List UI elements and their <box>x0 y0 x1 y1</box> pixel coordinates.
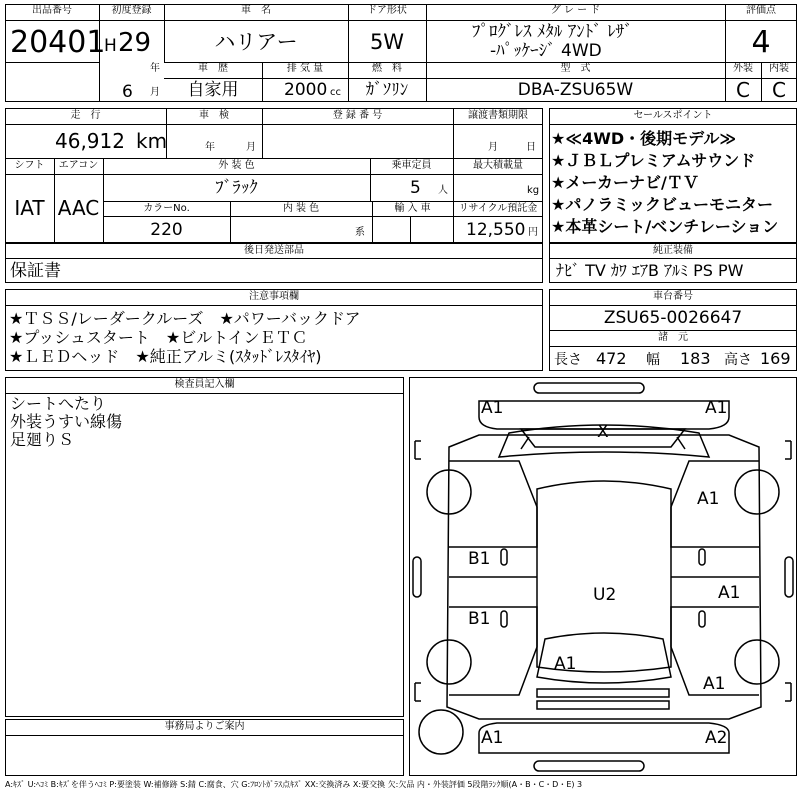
recycle-label: リサイクル預託金 <box>458 203 538 214</box>
office-label: 事務局よりご案内 <box>164 721 245 732</box>
intcolor-unit: 系 <box>355 227 365 238</box>
transfer-day-unit: 日 <box>526 142 536 153</box>
sales-point-2: ★ＪＢＬプレミアムサウンド <box>551 151 756 170</box>
sales-point-1: ★≪4WD・後期モデル≫ <box>551 129 737 148</box>
later-parts-label: 後日発送部品 <box>244 245 304 256</box>
displacement: 2000 <box>284 80 328 100</box>
aircon: AAC <box>57 196 100 220</box>
color-label: 外 装 色 <box>218 160 255 171</box>
sales-points-label: セールスポイント <box>633 110 713 121</box>
mark-roof: U2 <box>593 585 617 605</box>
inspector-label: 検査員記入欄 <box>174 379 235 390</box>
width: 183 <box>680 349 711 368</box>
ac-label: エアコン <box>58 160 99 171</box>
shift-label: シフト <box>14 160 45 171</box>
transfer-label: 譲渡書類期限 <box>468 110 528 121</box>
note-line-1: ★ＴＳＳ/レーダークルーズ ★パワーバックドア <box>9 309 361 328</box>
history: 自家用 <box>187 80 239 100</box>
color: ﾌﾞﾗｯｸ <box>215 178 258 198</box>
model-code: DBA-ZSU65W <box>517 80 634 100</box>
capacity: 5 <box>410 178 421 198</box>
int-label: 内装 <box>769 63 789 74</box>
sales-point-3: ★メーカーナビ/ＴＶ <box>551 173 699 192</box>
transfer-month-unit: 月 <box>488 142 498 153</box>
notes-label: 注意事項欄 <box>249 291 299 302</box>
int-grade: C <box>772 78 786 102</box>
lot-label: 出品番号 <box>32 5 72 16</box>
mark-left-front-door: B1 <box>468 549 491 569</box>
note-line-2: ★プッシュスタート ★ビルトインＥＴＣ <box>9 328 308 347</box>
height: 169 <box>760 349 791 368</box>
mark-rear-right: A2 <box>705 728 728 748</box>
mark-right-rear-door: A1 <box>718 583 741 603</box>
dims-label: 諸 元 <box>658 332 688 343</box>
car-name-label: 車 名 <box>241 5 271 16</box>
lot-number: 20401 <box>10 25 106 60</box>
recycle-unit: 円 <box>528 227 538 238</box>
length-label: 長さ <box>554 352 582 368</box>
reg-month-unit: 月 <box>150 87 160 98</box>
mileage: 46,912 <box>55 129 125 153</box>
reg-year: 29 <box>118 28 152 58</box>
legend: A:ｷｽﾞ U:ﾍｺﾐ B:ｷｽﾞを伴うﾍｺﾐ P:要塗装 W:補修跡 S:錆 C:腐食、穴 G:ﾌﾛﾝﾄｶﾞﾗｽ点ｷｽﾞ XX:交換済み X:要交換 欠:欠品 内・外装評価 5段階ﾗﾝｸ順(A・B・C・D・E) 3 <box>5 780 583 789</box>
colorno-label: カラーNo. <box>143 203 190 214</box>
mark-right-quarter: A1 <box>703 674 726 694</box>
grade-line1: ﾌﾟﾛｸﾞﾚｽ ﾒﾀﾙ ｱﾝﾄﾞ ﾚｻﾞ <box>472 22 633 42</box>
score: 4 <box>751 25 771 60</box>
reg-month: 6 <box>122 82 133 102</box>
mark-left-rear-door: B1 <box>468 609 491 629</box>
std-equip-label: 純正装備 <box>653 245 693 256</box>
model-label: 型 式 <box>560 63 591 74</box>
colorno: 220 <box>150 220 183 240</box>
chassis-number: ZSU65-0026647 <box>603 308 743 328</box>
insp-year-unit: 年 <box>205 142 215 153</box>
inspector-line-1: シートへたり <box>10 394 107 413</box>
intcolor-label: 内 装 色 <box>282 203 320 214</box>
maxload-label: 最大積載量 <box>473 160 523 171</box>
fuel-label: 燃 料 <box>372 63 402 74</box>
car-name: ハリアー <box>214 30 298 54</box>
disp-label: 排 気 量 <box>286 63 324 74</box>
door-type: 5W <box>369 30 405 54</box>
mark-windshield: X <box>597 422 609 442</box>
width-label: 幅 <box>646 352 660 368</box>
mileage-label: 走 行 <box>70 110 101 121</box>
later-parts: 保証書 <box>10 261 61 281</box>
mileage-unit: km <box>136 129 168 153</box>
capacity-unit: 人 <box>438 185 448 196</box>
inspection-label: 車 検 <box>199 110 229 121</box>
insp-month-unit: 月 <box>246 142 256 153</box>
grade-line2: -ﾊﾟｯｹｰｼﾞ 4WD <box>490 41 602 61</box>
sales-point-5: ★本革シート/ベンチレーション <box>551 217 779 236</box>
regno-label: 登 録 番 号 <box>332 110 383 121</box>
door-label: ドア形状 <box>367 5 407 16</box>
mark-front-right: A1 <box>705 398 728 418</box>
std-equip: ﾅﾋﾞ TV ｶﾜ ｴｱB ｱﾙﾐ PS PW <box>556 261 744 280</box>
ext-grade: C <box>736 78 750 102</box>
import-label: 輸 入 車 <box>394 203 431 214</box>
reg-label: 初度登録 <box>111 5 152 16</box>
inspector-line-2: 外装うすい線傷 <box>10 412 123 431</box>
capacity-label: 乗車定員 <box>391 160 432 171</box>
inspector-line-3: 足廻りＳ <box>10 430 75 449</box>
fuel: ｶﾞｿﾘﾝ <box>365 80 409 100</box>
mark-rear-left: A1 <box>481 728 504 748</box>
height-label: 高さ <box>724 352 752 368</box>
sales-point-4: ★パノラミックビューモニター <box>551 195 774 214</box>
chassis-label: 車台番号 <box>653 291 693 302</box>
note-line-3: ★ＬＥＤヘッド ★純正アルミ(ｽﾀｯﾄﾞﾚｽﾀｲﾔ) <box>9 347 322 366</box>
length: 472 <box>596 349 627 368</box>
reg-year-unit: 年 <box>150 63 160 74</box>
mark-right-fender: A1 <box>697 489 720 509</box>
mark-rear-glass: A1 <box>554 654 577 674</box>
mark-front-left: A1 <box>481 398 504 418</box>
score-label: 評価点 <box>746 5 776 16</box>
recycle-amount: 12,550 <box>466 220 526 240</box>
maxload-unit: kg <box>527 185 540 196</box>
history-label: 車 歴 <box>198 63 228 74</box>
grade-label: グ レ ー ド <box>550 5 601 16</box>
ext-label: 外装 <box>733 63 753 74</box>
shift: IAT <box>14 196 45 220</box>
reg-era: H <box>104 36 117 56</box>
disp-unit: cc <box>330 87 341 98</box>
